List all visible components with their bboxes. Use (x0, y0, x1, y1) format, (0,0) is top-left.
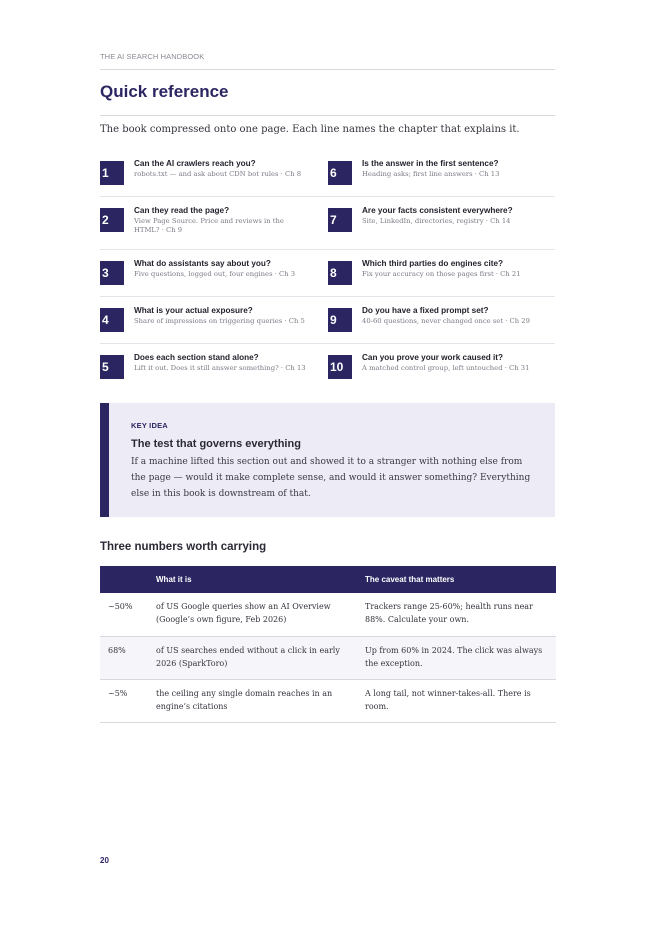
item-question: Can the AI crawlers reach you? (134, 159, 256, 168)
key-idea-label: KEY IDEA (131, 421, 168, 430)
reference-item (100, 344, 328, 388)
item-detail: Five questions, logged out, four engines · Ch 3 (134, 270, 296, 278)
table-header-row (100, 566, 556, 593)
numbers-table (100, 566, 556, 723)
reference-column-right (328, 150, 555, 388)
item-question: What is your actual exposure? (134, 306, 253, 315)
reference-column-left (100, 150, 328, 388)
page-number: 20 (100, 856, 109, 865)
table-cell-description: the ceiling any single domain reaches in an engine’s citations (148, 679, 357, 722)
item-detail: Fix your accuracy on those pages first · Ch 21 (362, 270, 521, 278)
item-number-badge: 2 (100, 208, 124, 232)
table-cell-caveat: Trackers range 25-60%; health runs near 88%. Calculate your own. (357, 593, 556, 636)
item-question: Can you prove your work caused it? (362, 353, 504, 362)
item-detail: Lift it out. Does it still answer something? · Ch 13 (134, 364, 306, 372)
reference-item (100, 250, 328, 297)
reference-item (328, 297, 555, 344)
item-number-badge: 8 (328, 261, 352, 285)
item-number-badge: 9 (328, 308, 352, 332)
table-row (100, 636, 556, 679)
item-number-badge: 6 (328, 161, 352, 185)
item-question: What do assistants say about you? (134, 259, 271, 268)
item-detail: robots.txt — and ask about CDN bot rules · Ch 8 (134, 170, 302, 178)
item-detail: Site, LinkedIn, directories, registry · Ch 14 (362, 217, 511, 225)
running-head: THE AI SEARCH HANDBOOK (100, 52, 555, 70)
item-detail: Share of impressions on triggering queries · Ch 5 (134, 317, 305, 325)
table-cell-description: of US searches ended without a click in early 2026 (SparkToro) (148, 636, 357, 679)
quick-reference-grid (100, 150, 555, 388)
item-question: Are your facts consistent everywhere? (362, 206, 513, 215)
key-idea-body: If a machine lifted this section out and showed it to a stranger with nothing else from the page — would it make complete sense, and would it answer something? Everything else in this book is downstream of that. (131, 457, 531, 499)
reference-item (100, 150, 328, 197)
table-cell-caveat: A long tail, not winner-takes-all. There is room. (357, 679, 556, 722)
key-idea-callout (100, 403, 555, 517)
table-header-cell: The caveat that matters (357, 566, 556, 593)
item-detail: A matched control group, left untouched · Ch 31 (362, 364, 530, 372)
item-detail: Heading asks; first line answers · Ch 13 (362, 170, 500, 178)
table-cell-figure: ~50% (100, 593, 148, 636)
table-row (100, 679, 556, 722)
item-detail: View Page Source. Price and reviews in the HTML? · Ch 9 (134, 217, 284, 234)
item-question: Do you have a fixed prompt set? (362, 306, 489, 315)
item-number-badge: 3 (100, 261, 124, 285)
reference-item (328, 250, 555, 297)
item-question: Which third parties do engines cite? (362, 259, 504, 268)
item-detail: 40-60 questions, never changed once set · Ch 29 (362, 317, 530, 325)
table-header-cell: What it is (148, 566, 357, 593)
item-number-badge: 7 (328, 208, 352, 232)
reference-item (328, 344, 555, 388)
key-idea-title: The test that governs everything (131, 438, 301, 450)
item-number-badge: 10 (328, 355, 352, 379)
item-number-badge: 1 (100, 161, 124, 185)
intro-text: The book compressed onto one page. Each line names the chapter that explains it. (100, 115, 555, 135)
page-title: Quick reference (100, 82, 229, 101)
item-question: Does each section stand alone? (134, 353, 259, 362)
table-cell-figure: ~5% (100, 679, 148, 722)
reference-item (328, 197, 555, 250)
table-cell-figure: 68% (100, 636, 148, 679)
item-number-badge: 4 (100, 308, 124, 332)
reference-item (100, 297, 328, 344)
item-question: Can they read the page? (134, 206, 230, 215)
section-title: Three numbers worth carrying (100, 541, 267, 553)
item-question: Is the answer in the first sentence? (362, 159, 499, 168)
item-number-badge: 5 (100, 355, 124, 379)
reference-item (100, 197, 328, 250)
table-row (100, 593, 556, 636)
table-cell-description: of US Google queries show an AI Overview (Google’s own figure, Feb 2026) (148, 593, 357, 636)
table-header-cell (100, 566, 148, 593)
table-cell-caveat: Up from 60% in 2024. The click was always the exception. (357, 636, 556, 679)
reference-item (328, 150, 555, 197)
